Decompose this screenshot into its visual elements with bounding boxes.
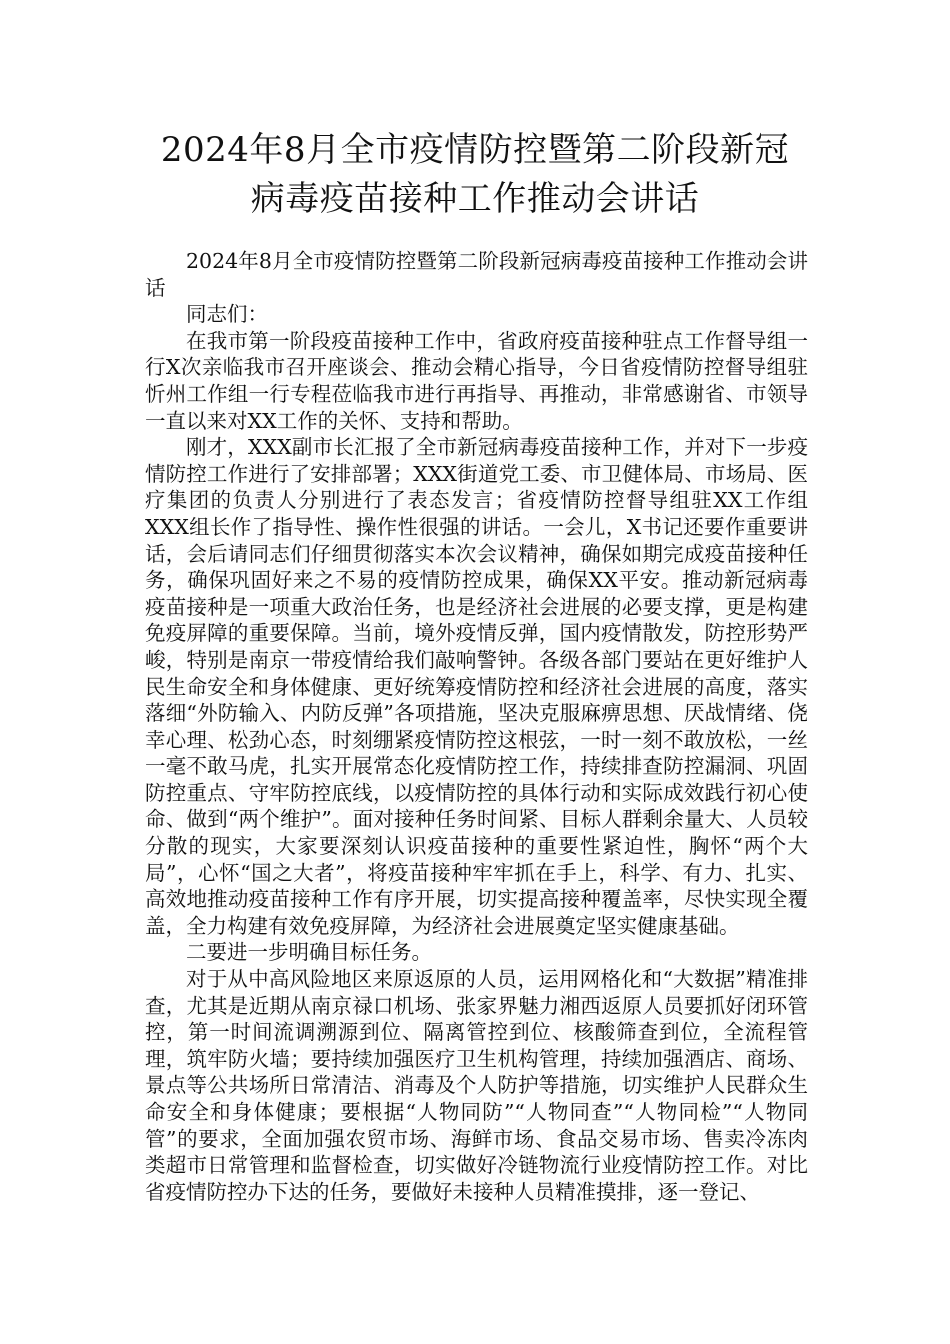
document-body (145, 248, 808, 1205)
document-title (120, 126, 830, 224)
paragraph-3: 对于从中高风险地区来原返原的人员，运用网格化和“大数据”精准排查，尤其是近期从南京禄口机场、张家界魅力湘西返原人员要抓好闭环管控，第一时间流调溯源到位、隔离管控到位、核酸筛查到位，全流程管理，筑牢防火墙；要持续加强医疗卫生机构管理，持续加强酒店、商场、景点等公共场所日常清洁、消毒及个人防护等措施，切实维护人民群众生命安全和身体健康；要根据“人物同防”“人物同查”“人物同检”“人物同管”的要求，全面加强农贸市场、海鲜市场、食品交易市场、售卖冷冻肉类超市日常管理和监督检查，切实做好冷链物流行业疫情防控工作。对比省疫情防控办下达的任务，要做好未接种人员精准摸排，逐一登记、 (145, 967, 808, 1204)
title-line-1: 2024年8月全市疫情防控暨第二阶段新冠 (160, 130, 790, 170)
title-line-2: 病毒疫苗接种工作推动会讲话 (250, 179, 700, 219)
paragraph-1: 在我市第一阶段疫苗接种工作中，省政府疫苗接种驻点工作督导组一行X次亲临我市召开座谈会、推动会精心指导，今日省疫情防控督导组驻忻州工作组一行专程莅临我市进行再指导、再推动，非常感谢省、市领导一直以来对XX工作的关怀、支持和帮助。 (145, 328, 808, 433)
paragraph-subtitle: 2024年8月全市疫情防控暨第二阶段新冠病毒疫苗接种工作推动会讲话 (145, 249, 808, 300)
paragraph-2: 刚才，XXX副市长汇报了全市新冠病毒疫苗接种工作，并对下一步疫情防控工作进行了安排部署；XXX街道党工委、市卫健体局、市场局、医疗集团的负责人分别进行了表态发言；省疫情防控督导组驻XX工作组XXX组长作了指导性、操作性很强的讲话。一会儿，X书记还要作重要讲话，会后请同志们仔细贯彻落实本次会议精神，确保如期完成疫苗接种任务，确保巩固好来之不易的疫情防控成果，确保XX平安。推动新冠病毒疫苗接种是一项重大政治任务，也是经济社会进展的必要支撑，更是构建免疫屏障的重要保障。当前，境外疫情反弹，国内疫情散发，防控形势严峻，特别是南京一带疫情给我们敲响警钟。各级各部门要站在更好维护人民生命安全和身体健康、更好统筹疫情防控和经济社会进展的高度，落实落细“外防输入、内防反弹”各项措施，坚决克服麻痹思想、厌战情绪、侥幸心理、松劲心态，时刻绷紧疫情防控这根弦，一时一刻不敢放松，一丝一毫不敢马虎，扎实开展常态化疫情防控工作，持续排查防控漏洞、巩固防控重点、守牢防控底线，以疫情防控的具体行动和实际成效践行初心使命、做到“两个维护”。面对接种任务时间紧、目标人群剩余量大、人员较分散的现实，大家要深刻认识疫苗接种的重要性紧迫性，胸怀“两个大局”，心怀“国之大者”，将疫苗接种牢牢抓在手上，科学、有力、扎实、高效地推动疫苗接种工作有序开展，切实提高接种覆盖率，尽快实现全覆盖，全力构建有效免疫屏障，为经济社会进展奠定坚实健康基础。 (145, 435, 808, 938)
section-heading: 二要进一步明确目标任务。 (186, 940, 432, 965)
paragraph-salutation: 同志们： (186, 302, 268, 327)
